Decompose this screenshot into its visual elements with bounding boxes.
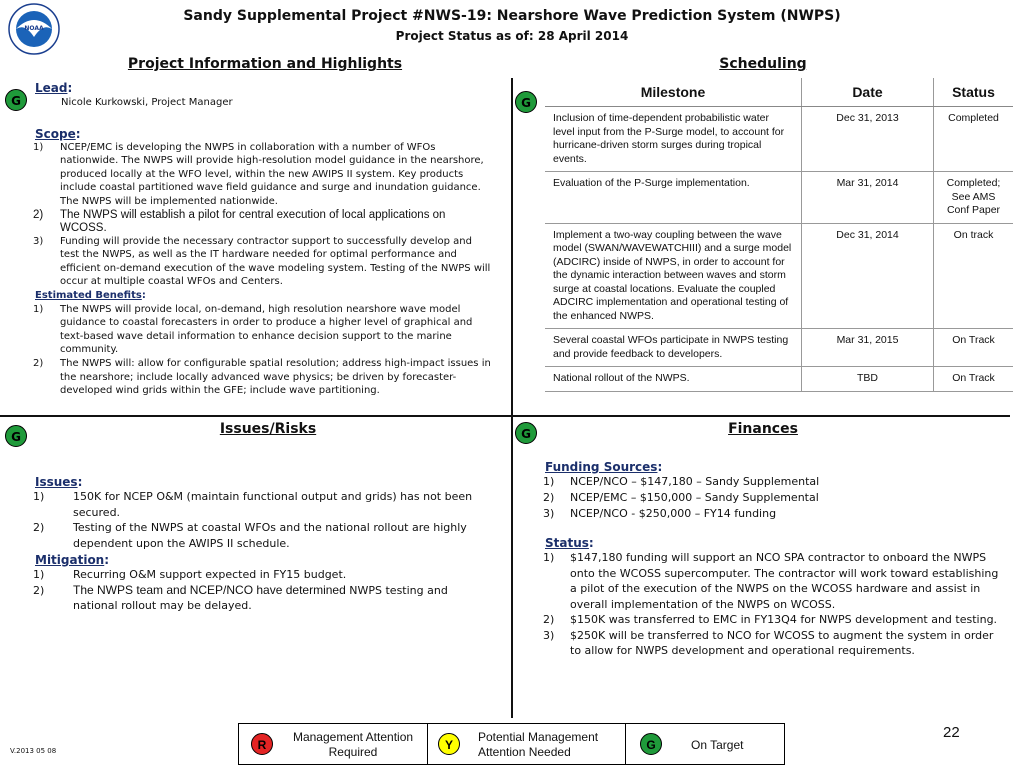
list-item: 1) The NWPS will provide local, on-demand, high resolution nearshore wave model guidance to coastal forecasters in order to produce a higher level of graphical and text-based wave detail information to enhance decision support to the marine community.	[33, 303, 473, 356]
legend-green	[626, 724, 784, 764]
status-cell: Completed	[934, 107, 1014, 172]
table-row	[545, 172, 1013, 224]
milestone-cell: Several coastal WFOs participate in NWPS testing and provide feedback to developers.	[545, 329, 802, 367]
issues-panel	[35, 475, 475, 614]
table-row	[545, 107, 1013, 172]
vertical-divider	[511, 78, 513, 718]
red-status-label: Management Attention Required	[292, 730, 414, 759]
mitigation-list	[33, 567, 475, 614]
yellow-status-label: Potential Management Attention Needed	[478, 730, 599, 759]
project-status-indicator: G	[5, 89, 27, 111]
table-row	[545, 223, 1013, 329]
mitigation-label: Mitigation:	[35, 553, 110, 567]
list-item: 1) NCEP/NCO – $147,180 – Sandy Supplemental	[543, 475, 820, 488]
legend-yellow	[428, 724, 625, 764]
finance-status-list	[543, 550, 1000, 659]
list-item: 3) $250K will be transferred to NCO for WCOSS to augment the system in order to allow for NWPS development and operational requirements.	[543, 628, 994, 657]
green-status-icon: G	[640, 733, 662, 755]
status-cell: On Track	[934, 329, 1014, 367]
issues-list	[33, 489, 475, 551]
list-item: 2) The NWPS will establish a pilot for central execution of local applications on WCOSS.	[33, 208, 446, 234]
list-item: 1) $147,180 funding will support an NCO SPA contractor to onboard the NWPS onto the WCOSS supercomputer. The contractor will work toward establishing a pilot of the execution of the NWPS on the WCOSS hardware and assist in overall implementation of the NWPS on WCOSS.	[543, 551, 999, 611]
project-info-panel	[35, 81, 493, 398]
project-info-heading: Project Information and Highlights	[127, 56, 403, 72]
status-cell: Completed; See AMS Conf Paper	[934, 172, 1014, 224]
list-item: 2) $150K was transferred to EMC in FY13Q4 for NWPS development and testing.	[543, 613, 998, 626]
benefits-label: Estimated Benefits:	[35, 289, 146, 301]
milestone-cell: Inclusion of time-dependent probabilistic water level input from the P-Surge model, to account for hurricane-driven storm surges during tropical events.	[545, 107, 802, 172]
page-title: Sandy Supplemental Project #NWS-19: Nearshore Wave Prediction System (NWPS)	[183, 8, 841, 24]
noaa-logo-text: NOAA	[24, 25, 44, 32]
date-cell: Mar 31, 2014	[802, 172, 934, 224]
list-item: 2) Testing of the NWPS at coastal WFOs and the national rollout are highly dependent upon the AWIPS II schedule.	[33, 521, 467, 550]
issues-heading: Issues/Risks	[219, 421, 317, 437]
finances-panel	[545, 460, 1000, 659]
red-status-icon: R	[251, 733, 273, 755]
finances-heading: Finances	[728, 421, 798, 437]
scope-label: Scope:	[35, 126, 81, 141]
date-cell: Dec 31, 2014	[802, 223, 934, 329]
version-label: V.2013 05 08	[10, 747, 57, 755]
list-item: 1) Recurring O&M support expected in FY15 budget.	[33, 568, 347, 581]
status-cell: On track	[934, 223, 1014, 329]
list-item: 3) NCEP/NCO - $250,000 – FY14 funding	[543, 507, 777, 520]
date-cell: Mar 31, 2015	[802, 329, 934, 367]
list-item: 2) NCEP/EMC – $150,000 – Sandy Supplemental	[543, 491, 819, 504]
list-item: 2) The NWPS team and NCEP/NCO have determined NWPS testing and national rollout may be delayed.	[33, 582, 448, 612]
funding-list	[543, 474, 1000, 522]
list-item: 1) NCEP/EMC is developing the NWPS in collaboration with a number of WFOs nationwide. The NWPS will provide high-resolution model guidance in the nearshore, produced locally at the WFO level, within the new AWIPS II system. Key products include coastal partitioned wave field guidance and surge and inundation guidance. The NWPS will be implemented nationwide.	[33, 141, 484, 207]
benefits-list	[33, 303, 493, 398]
yellow-status-icon: Y	[438, 733, 460, 755]
lead-label: Lead:	[35, 81, 73, 95]
milestone-cell: Implement a two-way coupling between the wave model (SWAN/WAVEWATCHIII) and a surge model (ADCIRC) inside of NWPS, in order to account for the dynamic interaction between waves and storm surge at coastal locations. Evaluate the coupled ADCIRC implementation and operational testing of the enhanced NWPS.	[545, 223, 802, 329]
finances-status-indicator: G	[515, 422, 537, 444]
date-cell: Dec 31, 2013	[802, 107, 934, 172]
schedule-status-indicator: G	[515, 91, 537, 113]
table-header-row	[545, 78, 1013, 107]
status-legend	[238, 723, 785, 765]
issues-label: Issues:	[35, 475, 83, 489]
scheduling-heading: Scheduling	[719, 56, 807, 72]
scope-list	[33, 141, 493, 289]
status-column-header: Status	[934, 78, 1014, 107]
funding-sources-label: Funding Sources:	[545, 460, 663, 474]
milestone-cell: National rollout of the NWPS.	[545, 367, 802, 392]
issues-status-indicator: G	[5, 425, 27, 447]
legend-red	[239, 724, 427, 764]
status-date: Project Status as of: 28 April 2014	[395, 29, 629, 43]
status-cell: On Track	[934, 367, 1014, 392]
list-item: 1) 150K for NCEP O&M (maintain functional output and grids) has not been secured.	[33, 490, 473, 519]
milestone-table	[545, 78, 1013, 392]
green-status-label: On Target	[691, 738, 744, 752]
date-column-header: Date	[802, 78, 934, 107]
milestone-cell: Evaluation of the P-Surge implementation.	[545, 172, 802, 224]
lead-name: Nicole Kurkowski, Project Manager	[61, 97, 233, 108]
table-row	[545, 329, 1013, 367]
finance-status-label: Status:	[545, 536, 594, 550]
horizontal-divider	[0, 415, 1010, 417]
date-cell: TBD	[802, 367, 934, 392]
page-number: 22	[943, 724, 960, 741]
table-row	[545, 367, 1013, 392]
list-item: 3) Funding will provide the necessary contractor support to successfully develop and test the NWPS, as well as the IT hardware needed for optimal performance and efficient on-demand execution of the wave modeling system. Testing of the NWPS will occur at multiple coastal WFOs and Centers.	[33, 235, 491, 288]
milestone-column-header: Milestone	[545, 78, 802, 107]
list-item: 2) The NWPS will: allow for configurable spatial resolution; address high-impact issues in the nearshore; include locally advanced wave physics; be driven by forecaster-developed wind grids within the GFE; include wave partitioning.	[33, 357, 491, 397]
